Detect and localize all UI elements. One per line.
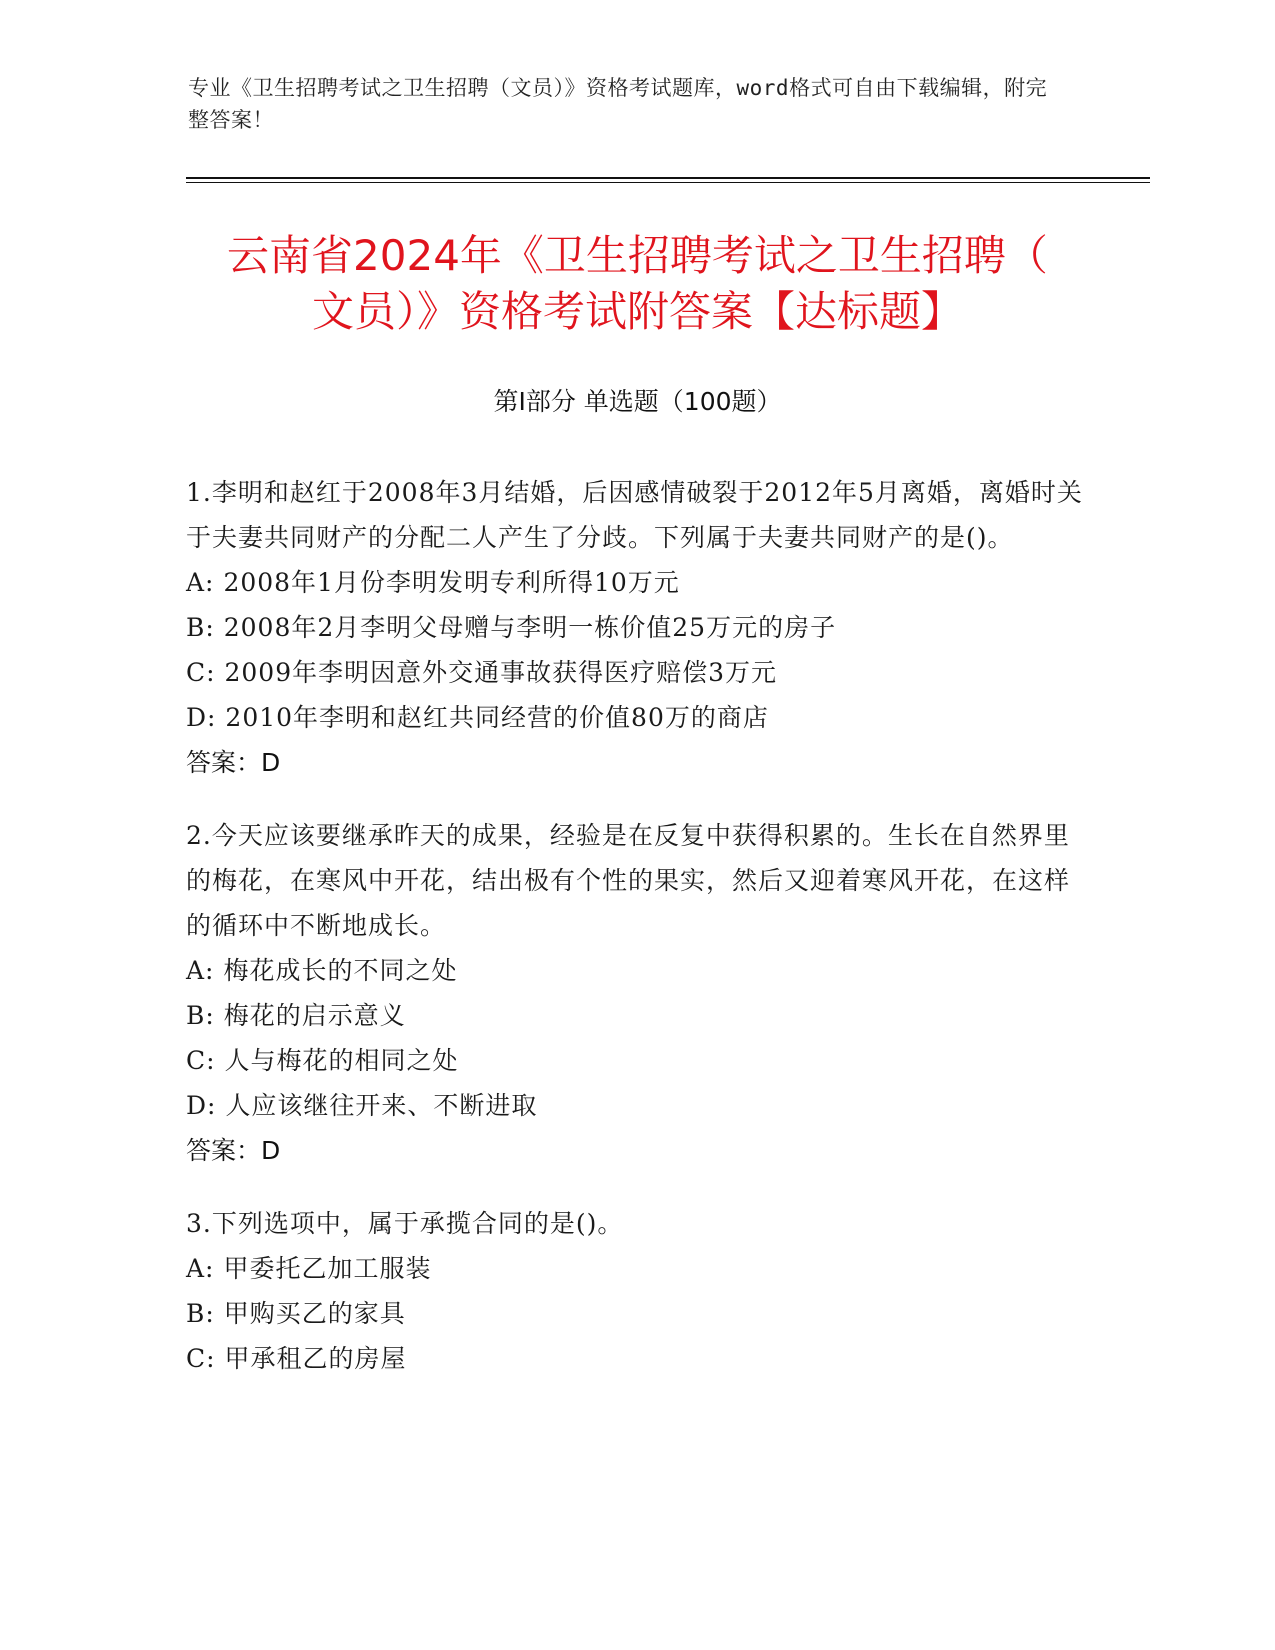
option-letter: C: xyxy=(186,1344,225,1373)
section-title: 第I部分 单选题（100题） xyxy=(493,387,782,416)
option-text: 2008年1月份李明发明专利所得10万元 xyxy=(223,568,680,597)
question-1 xyxy=(186,470,1086,785)
option-text: 2009年李明因意外交通事故获得医疗赔偿3万元 xyxy=(224,658,778,687)
header-note: 专业《卫生招聘考试之卫生招聘（文员）》资格考试题库，word格式可自由下载编辑，附完整答案！ xyxy=(188,76,1048,132)
option-a xyxy=(186,560,1086,605)
option-text: 人与梅花的相同之处 xyxy=(224,1046,459,1075)
option-b xyxy=(186,605,1086,650)
question-2 xyxy=(186,813,1086,1173)
header-rule-thick xyxy=(186,177,1150,179)
option-c xyxy=(186,1336,1086,1381)
answer-line: 答案：D xyxy=(186,748,281,777)
option-text: 2010年李明和赵红共同经营的价值80万的商店 xyxy=(225,703,769,732)
answer-line: 答案：D xyxy=(186,1136,281,1165)
option-letter: A: xyxy=(186,568,224,597)
option-text: 人应该继往开来、不断进取 xyxy=(225,1091,538,1120)
option-b xyxy=(186,1291,1086,1336)
question-3 xyxy=(186,1201,1086,1381)
option-letter: B: xyxy=(186,613,224,642)
option-text: 梅花成长的不同之处 xyxy=(223,956,458,985)
option-text: 2008年2月李明父母赠与李明一栋价值25万元的房子 xyxy=(223,613,837,642)
document-title-line-1: 云南省2024年《卫生招聘考试之卫生招聘（ xyxy=(227,231,1048,280)
option-letter: C: xyxy=(186,658,225,687)
option-letter: C: xyxy=(186,1046,225,1075)
question-list xyxy=(186,470,1086,1409)
option-text: 甲承租乙的房屋 xyxy=(224,1344,407,1373)
question-stem: 1.李明和赵红于2008年3月结婚，后因感情破裂于2012年5月离婚，离婚时关于夫妻共同财产的分配二人产生了分歧。下列属于夫妻共同财产的是()。 xyxy=(186,478,1083,552)
option-b xyxy=(186,993,1086,1038)
header-rule-thin xyxy=(186,182,1150,183)
option-d xyxy=(186,1083,1086,1128)
option-text: 梅花的启示意义 xyxy=(223,1001,406,1030)
option-c xyxy=(186,650,1086,695)
option-a xyxy=(186,1246,1086,1291)
option-letter: D: xyxy=(186,703,226,732)
option-letter: B: xyxy=(186,1001,224,1030)
document-title xyxy=(150,228,1125,340)
question-stem: 2.今天应该要继承昨天的成果，经验是在反复中获得积累的。生长在自然界里的梅花，在寒风中开花，结出极有个性的果实，然后又迎着寒风开花，在这样的循环中不断地成长。 xyxy=(186,821,1071,940)
document-title-line-2: 文员）》资格考试附答案【达标题】 xyxy=(311,287,963,336)
option-c xyxy=(186,1038,1086,1083)
option-d xyxy=(186,695,1086,740)
option-letter: A: xyxy=(186,956,224,985)
option-text: 甲委托乙加工服装 xyxy=(223,1254,432,1283)
option-letter: A: xyxy=(186,1254,224,1283)
option-letter: B: xyxy=(186,1299,224,1328)
question-stem: 3.下列选项中，属于承揽合同的是()。 xyxy=(186,1209,624,1238)
option-letter: D: xyxy=(186,1091,226,1120)
option-a xyxy=(186,948,1086,993)
option-text: 甲购买乙的家具 xyxy=(223,1299,406,1328)
